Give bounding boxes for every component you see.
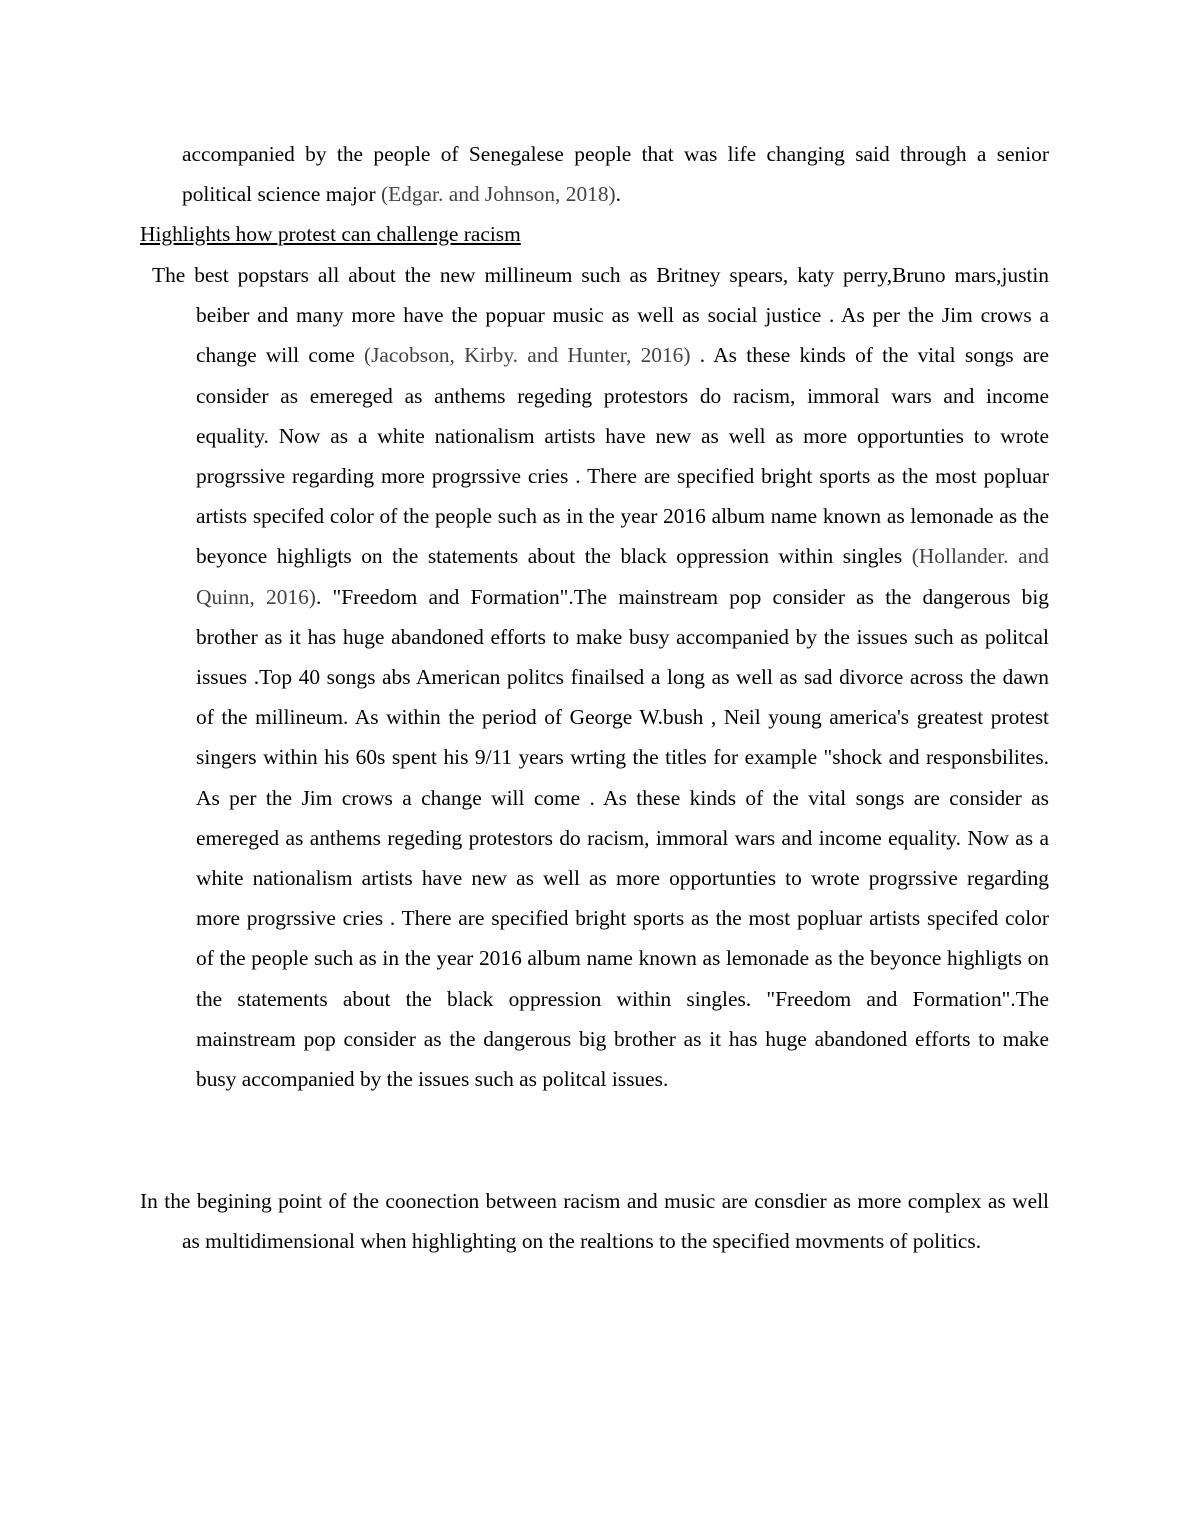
paragraph-text: . "Freedom and Formation".The mainstream pop consider as the dangerous big brother as it has huge abandoned efforts to make busy accompanied by the issues such as politcal issues .Top 40 songs abs American politcs finailsed a long as well as sad divorce across the dawn of the millineum. As within the period of George W.bush , Neil young america's greatest protest singers within his 60s spent his 9/11 years wrting the titles for example "shock and responsbilites. As per the Jim crows a change will come . As these kinds of the vital songs are consider as emereged as anthems regeding protestors do racism, immoral wars and income equality. Now as a white nationalism artists have new as well as more opportunties to wrote progrssive regarding more progrssive cries . There are specified bright sports as the most popluar artists specifed color of the people such as in the year 2016 album name known as lemonade as the beyonce highligts on the statements about the black oppression within singles. "Freedom and Formation".The mainstream pop consider as the dangerous big brother as it has huge abandoned efforts to make busy accompanied by the issues such as politcal issues.	[196, 584, 1049, 1092]
paragraph-text: .	[615, 182, 622, 207]
citation-jacobson-kirby-hunter: (Jacobson, Kirby. and Hunter, 2016)	[363, 343, 691, 368]
paragraph-text: The best popstars all about the new millineum such as Britney spears, katy perry,Bruno mars,justin beiber and many more have the popuar music as well as social justice . As per the Jim crows a change will come	[152, 263, 1049, 368]
paragraph-racism-music: In the begining point of the coonection between racism and music are consdier as more complex as well as multidimensional when highlighting on the realtions to the specified movments of politics.	[140, 1189, 1049, 1254]
paragraph-senegalese	[182, 134, 1049, 214]
section-heading: Highlights how protest can challenge racism	[140, 222, 521, 246]
paragraph-text: accompanied by the people of Senegalese people that was life changing said through a senior political science major	[182, 142, 1049, 207]
citation-hollander-quinn: (Hollander. and Quinn, 2016)	[196, 544, 1049, 609]
citation-edgar-johnson: (Edgar. and Johnson, 2018)	[380, 182, 616, 207]
paragraph-text: . As these kinds of the vital songs are consider as emereged as anthems regeding protestors do racism, immoral wars and income equality. Now as a white nationalism artists have new as well as more opportunties to wrote progrssive regarding more progrssive cries . There are specified bright sports as the most popluar artists specifed color of the people such as in the year 2016 album name known as lemonade as the beyonce highligts on the statements about the black oppression within singles	[196, 343, 1049, 569]
paragraph-popstars	[152, 255, 1049, 1099]
